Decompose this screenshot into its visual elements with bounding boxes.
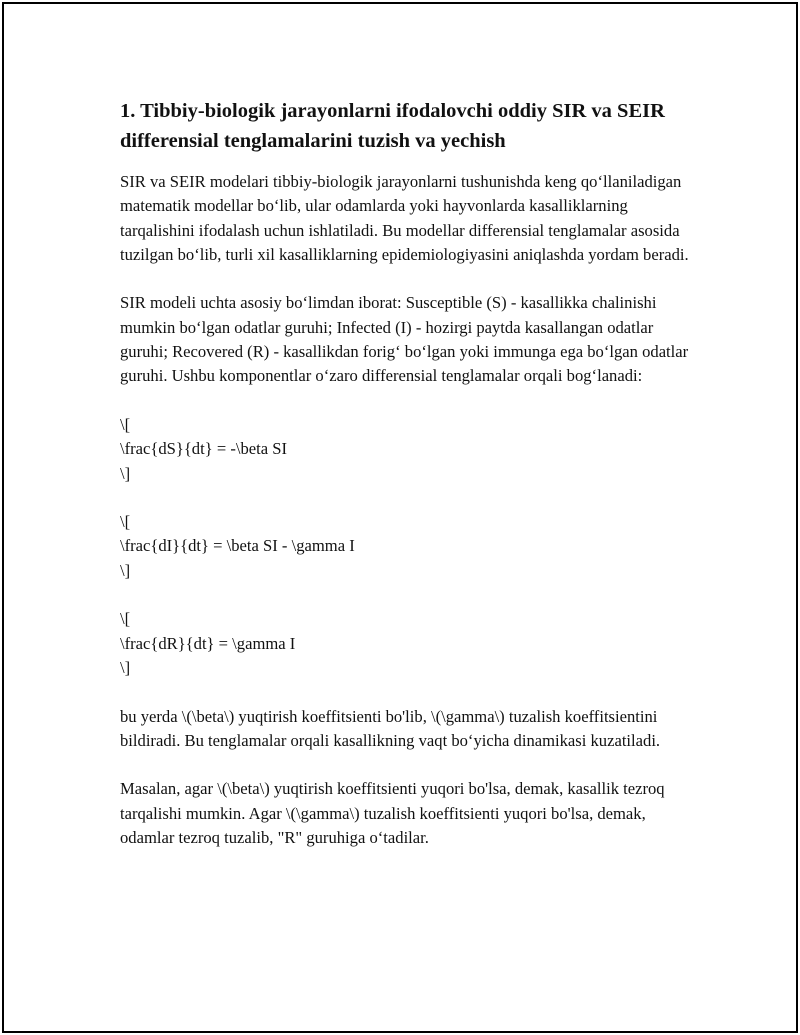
paragraph-intro: SIR va SEIR modelari tibbiy-biologik jarayonlarni tushunishda keng qo‘llaniladigan matematik modellar bo‘lib, ular odamlarda yoki hayvonlarda kasalliklarning tarqalishini ifodalash uchun ishlatiladi. Bu modellar differensial tenglamalar asosida tuzilgan bo‘lib, turli xil kasalliklarning epidemiologiyasini aniqlashda yordam beradi. bbox=[120, 172, 689, 264]
equation-dr-dt bbox=[120, 607, 690, 680]
section-heading: 1. Tibbiy-biologik jarayonlarni ifodalovchi oddiy SIR va SEIR differensial tenglamalarini tuzish va yechish bbox=[120, 100, 665, 152]
equation-di-dt bbox=[120, 510, 690, 583]
paragraph-coefficients: bu yerda \(\beta\) yuqtirish koeffitsienti bo'lib, \(\gamma\) tuzalish koeffitsientini bildiradi. Bu tenglamalar orqali kasallikning vaqt bo‘yicha dinamikasi kuzatiladi. bbox=[120, 706, 661, 750]
equation-body: \frac{dI}{dt} = \beta SI - \gamma I bbox=[120, 536, 355, 556]
equation-open-delimiter: \[ bbox=[120, 609, 131, 629]
document-page bbox=[2, 2, 798, 1033]
equation-open-delimiter: \[ bbox=[120, 414, 131, 434]
equation-ds-dt bbox=[120, 413, 690, 486]
document-content bbox=[120, 96, 690, 875]
equation-body: \frac{dS}{dt} = -\beta SI bbox=[120, 439, 288, 459]
paragraph-example: Masalan, agar \(\beta\) yuqtirish koeffitsienti yuqori bo'lsa, demak, kasallik tezroq tarqalishi mumkin. Agar \(\gamma\) tuzalish koeffitsienti yuqori bo'lsa, demak, odamlar tezroq tuzalib, "R" guruhiga o‘tadilar. bbox=[120, 779, 665, 848]
equation-open-delimiter: \[ bbox=[120, 512, 131, 532]
equation-body: \frac{dR}{dt} = \gamma I bbox=[120, 633, 296, 653]
equation-close-delimiter: \] bbox=[120, 463, 131, 483]
equation-close-delimiter: \] bbox=[120, 657, 131, 677]
paragraph-sir-model: SIR modeli uchta asosiy bo‘limdan iborat: Susceptible (S) - kasallikka chalinishi mumkin bo‘lgan odatlar guruhi; Infected (I) - hozirgi paytda kasallangan odatlar guruhi; Recovered (R) - kasallikdan forig‘ bo‘lgan yoki immunga ega bo‘lgan odatlar guruhi. Ushbu komponentlar o‘zaro differensial tenglamalar orqali bog‘lanadi: bbox=[120, 293, 689, 386]
equation-close-delimiter: \] bbox=[120, 560, 131, 580]
